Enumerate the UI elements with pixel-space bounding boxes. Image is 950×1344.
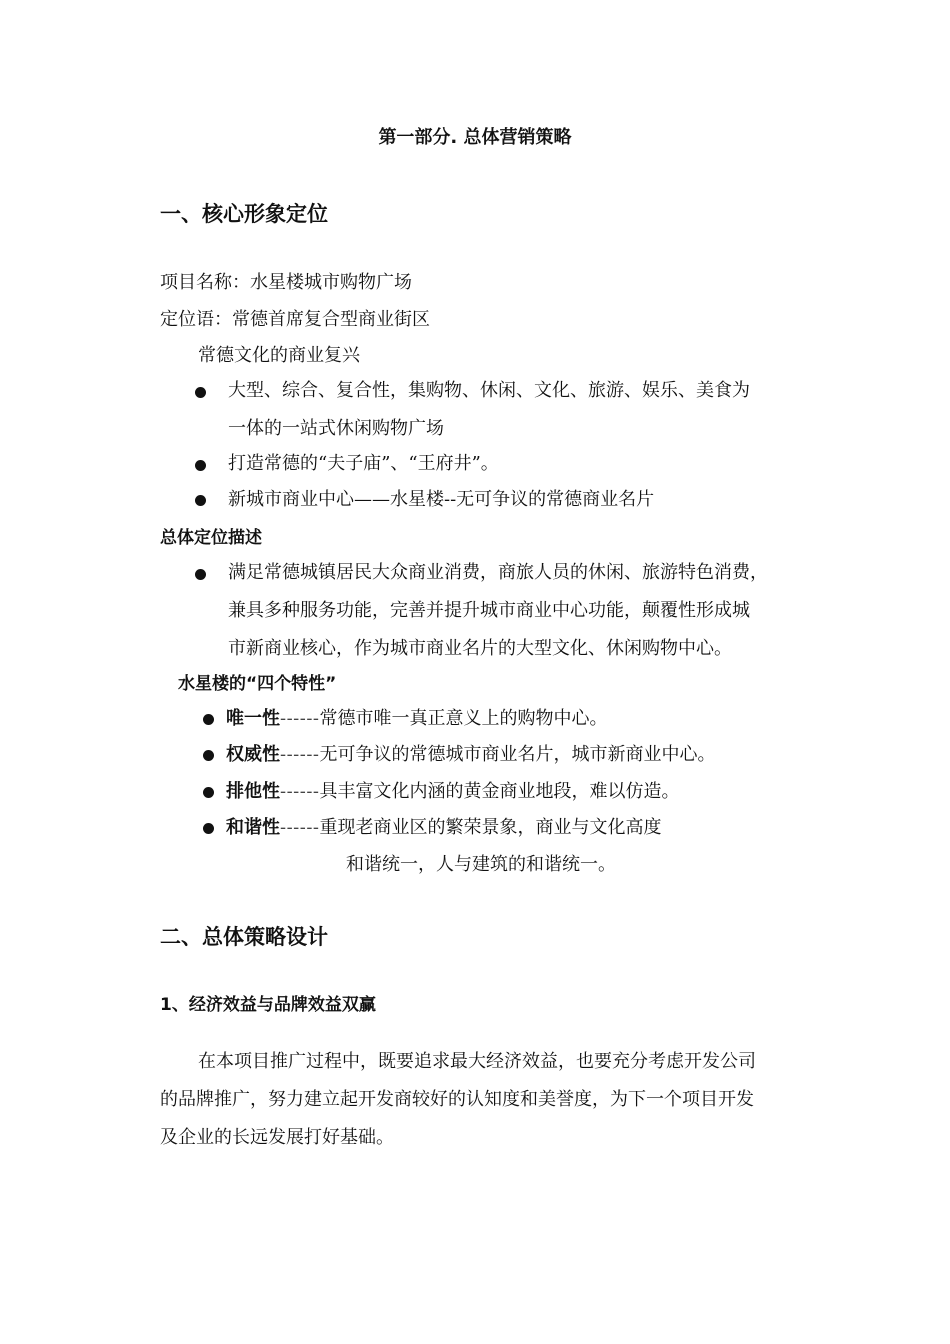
section1-heading: 一、核心形象定位 bbox=[160, 202, 328, 226]
project-name: 项目名称：水星楼城市购物广场 bbox=[160, 272, 412, 293]
section2-heading: 二、总体策略设计 bbox=[160, 925, 328, 949]
trait-term: 唯一性 bbox=[226, 708, 280, 729]
trait-dash: ------ bbox=[280, 817, 320, 838]
overall-positioning-heading: 总体定位描述 bbox=[160, 528, 262, 548]
overall-description-line1: 满足常德城镇居民大众商业消费，商旅人员的休闲、旅游特色消费， bbox=[228, 562, 768, 583]
slogan: 定位语：常德首席复合型商业街区 bbox=[160, 309, 430, 330]
paragraph-line2: 的品牌推广，努力建立起开发商较好的认知度和美誉度，为下一个项目开发 bbox=[160, 1089, 754, 1110]
traits-heading: 水星楼的“四个特性” bbox=[178, 674, 337, 694]
bullet-icon bbox=[195, 460, 206, 471]
trait-desc: 具丰富文化内涵的黄金商业地段，难以仿造。 bbox=[319, 781, 680, 802]
part-title: 第一部分. 总体营销策略 bbox=[378, 127, 572, 148]
bullet-icon bbox=[203, 714, 214, 725]
trait-dash: ------ bbox=[280, 744, 320, 765]
bullet-icon bbox=[195, 495, 206, 506]
bullet-icon bbox=[203, 787, 214, 798]
positioning-bullet-2: 打造常德的“夫子庙”、“王府井”。 bbox=[228, 453, 499, 474]
trait-desc-continued: 和谐统一，人与建筑的和谐统一。 bbox=[346, 854, 616, 875]
trait-term: 和谐性 bbox=[226, 817, 280, 838]
trait-row bbox=[226, 744, 716, 766]
slogan-sub: 常德文化的商业复兴 bbox=[198, 345, 360, 366]
bullet-icon bbox=[195, 569, 206, 580]
trait-desc: 重现老商业区的繁荣景象，商业与文化高度 bbox=[319, 817, 662, 838]
trait-row bbox=[226, 817, 662, 839]
trait-dash: ------ bbox=[280, 708, 320, 729]
trait-term: 权威性 bbox=[226, 744, 280, 765]
positioning-bullet-1-line1: 大型、综合、复合性，集购物、休闲、文化、旅游、娱乐、美食为 bbox=[228, 380, 750, 401]
overall-description-line2: 兼具多种服务功能，完善并提升城市商业中心功能，颠覆性形成城 bbox=[228, 600, 750, 621]
trait-row bbox=[226, 781, 680, 803]
paragraph-line3: 及企业的长远发展打好基础。 bbox=[160, 1127, 394, 1148]
overall-description-line3: 市新商业核心，作为城市商业名片的大型文化、休闲购物中心。 bbox=[228, 638, 732, 659]
trait-desc: 无可争议的常德城市商业名片，城市新商业中心。 bbox=[319, 744, 716, 765]
positioning-bullet-3: 新城市商业中心——水星楼--无可争议的常德商业名片 bbox=[228, 489, 655, 510]
trait-row bbox=[226, 708, 608, 730]
bullet-icon bbox=[203, 750, 214, 761]
trait-term: 排他性 bbox=[226, 781, 280, 802]
bullet-icon bbox=[203, 823, 214, 834]
subsection1-heading: 1、经济效益与品牌效益双赢 bbox=[160, 995, 376, 1015]
trait-dash: ------ bbox=[280, 781, 320, 802]
bullet-icon bbox=[195, 387, 206, 398]
trait-desc: 常德市唯一真正意义上的购物中心。 bbox=[319, 708, 608, 729]
positioning-bullet-1-line2: 一体的一站式休闲购物广场 bbox=[228, 418, 444, 439]
paragraph-line1: 在本项目推广过程中，既要追求最大经济效益，也要充分考虑开发公司 bbox=[198, 1051, 756, 1072]
